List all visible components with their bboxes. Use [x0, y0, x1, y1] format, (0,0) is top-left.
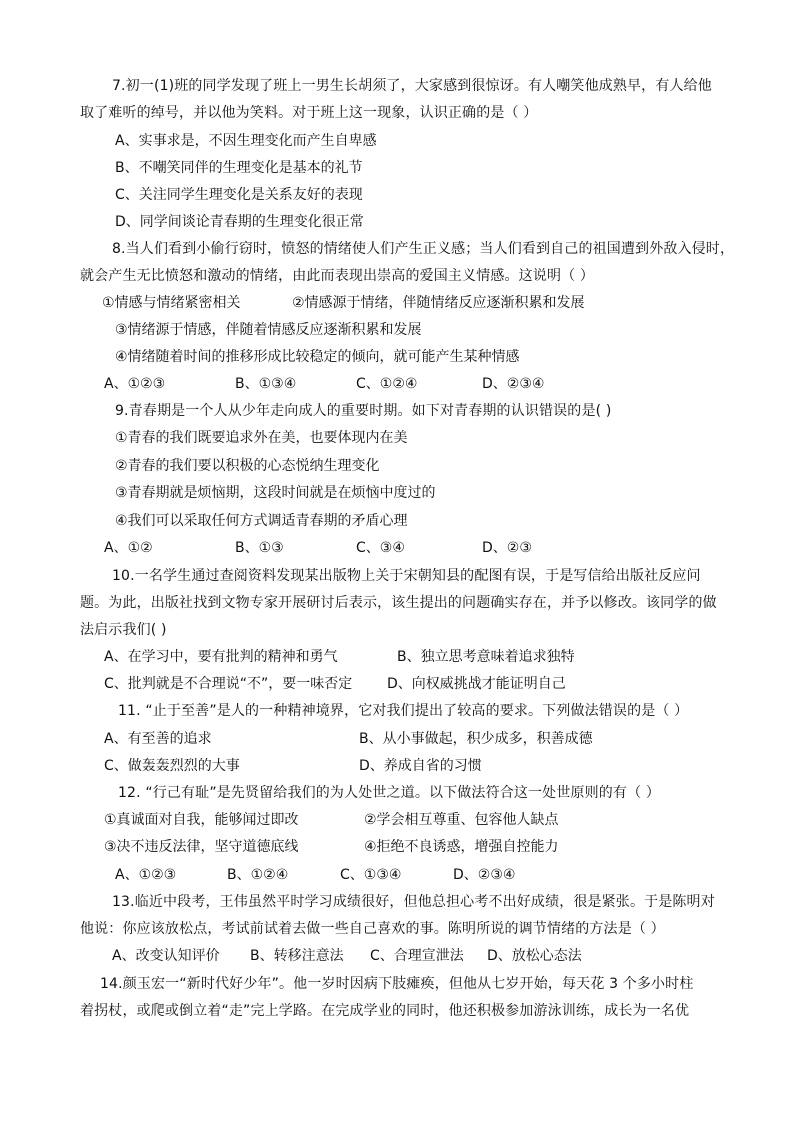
q13-option-b: B、转移注意法	[250, 948, 344, 964]
q12-item-1: ①真诚面对自我，能够闻过即改	[104, 812, 299, 828]
q11-option-d: D、养成自省的习惯	[359, 758, 482, 774]
q8-item-2: ②情感源于情绪，伴随情绪反应逐渐积累和发展	[292, 295, 585, 311]
q8-stem-line2: 就会产生无比愤怒和激动的情绪，由此而表现出崇高的爱国主义情感。这说明（ ）	[80, 268, 594, 284]
q7-stem-line2: 取了难听的绰号，并以他为笑料。对于班上这一现象，认识正确的是（ ）	[80, 105, 538, 121]
q11-option-b: B、从小事做起，积少成多，积善成德	[359, 731, 593, 747]
q10-option-b: B、独立思考意味着追求独特	[397, 649, 575, 665]
q7-option-d: D、同学间谈论青春期的生理变化很正常	[115, 214, 364, 230]
q9-item-2: ②青春的我们要以积极的心态悦纳生理变化	[115, 458, 380, 474]
q14-stem-line2: 着拐杖，或爬或倒立着“走”完上学路。在完成学业的同时，他还积极参加游泳训练，成长为一名优	[80, 1003, 690, 1019]
q13-option-c: C、合理宣泄法	[370, 948, 464, 964]
q8-item-3: ③情绪源于情感，伴随着情感反应逐渐积累和发展	[115, 322, 422, 338]
q7-stem-line1: 7.初一(1)班的同学发现了班上一男生长胡须了，大家感到很惊讶。有人嘲笑他成熟早，有人给他	[112, 78, 712, 94]
q9-option-a: A、①②	[104, 540, 153, 556]
q8-option-d: D、②③④	[482, 376, 545, 392]
q10-stem-line1: 10.一名学生通过查阅资料发现某出版物上关于宋朝知县的配图有误，于是写信给出版社反应问	[112, 568, 701, 584]
q7-option-c: C、关注同学生理变化是关系友好的表现	[115, 187, 363, 203]
q8-stem-line1: 8.当人们看到小偷行窃时，愤怒的情绪使人们产生正义感；当人们看到自己的祖国遭到外敌入侵时，	[112, 241, 735, 257]
q9-stem-line1: 9.青春期是一个人从少年走向成人的重要时期。如下对青春期的认识错误的是( )	[115, 403, 612, 419]
q10-stem-line3: 法启示我们( )	[80, 622, 167, 638]
q9-item-4: ④我们可以采取任何方式调适青春期的矛盾心理	[115, 513, 408, 529]
q11-option-a: A、有至善的追求	[104, 731, 212, 747]
q13-option-a: A、改变认知评价	[112, 948, 220, 964]
q13-option-d: D、放松心态法	[487, 948, 582, 964]
q8-option-b: B、①③④	[235, 376, 297, 392]
q9-item-3: ③青春期就是烦恼期，这段时间就是在烦恼中度过的	[115, 485, 436, 501]
q10-stem-line2: 题。为此，出版社找到文物专家开展研讨后表示，该生提出的问题确实存在，并予以修改。该同学的做	[80, 595, 717, 611]
q14-stem-line1: 14.颜玉宏一“新时代好少年”。他一岁时因病下肢瘫痪，但他从七岁开始，每天花 3 个多小时柱	[100, 976, 694, 992]
q8-option-c: C、①②④	[356, 376, 418, 392]
q9-option-d: D、②③	[482, 540, 532, 556]
q13-stem-line1: 13.临近中段考，王伟虽然平时学习成绩很好，但他总担心考不出好成绩，很是紧张。于是陈明对	[112, 894, 715, 910]
q12-stem-line1: 12. “行己有耻”是先贤留给我们的为人处世之道。以下做法符合这一处世原则的有（ ）	[118, 785, 660, 801]
q11-option-c: C、做轰轰烈烈的大事	[104, 758, 240, 774]
q12-item-2: ②学会相互尊重、包容他人缺点	[364, 812, 559, 828]
q7-option-b: B、不嘲笑同伴的生理变化是基本的礼节	[115, 160, 363, 176]
q9-item-1: ①青春的我们既要追求外在美，也要体现内在美	[115, 430, 408, 446]
q12-option-b: B、①②④	[227, 867, 289, 883]
q12-item-3: ③决不违反法律，坚守道德底线	[104, 839, 299, 855]
q10-option-a: A、在学习中，要有批判的精神和勇气	[104, 649, 338, 665]
q8-option-a: A、①②③	[104, 376, 166, 392]
q7-option-a: A、实事求是，不因生理变化而产生自卑感	[115, 133, 377, 149]
q10-option-d: D、向权威挑战才能证明自己	[387, 676, 566, 692]
q12-option-a: A、①②③	[115, 867, 177, 883]
q12-option-c: C、①③④	[340, 867, 402, 883]
q12-option-d: D、②③④	[453, 867, 516, 883]
q11-stem-line1: 11. “止于至善”是人的一种精神境界，它对我们提出了较高的要求。下列做法错误的是（ ）	[118, 703, 689, 719]
q12-item-4: ④拒绝不良诱惑，增强自控能力	[364, 839, 559, 855]
q9-option-b: B、①③	[235, 540, 284, 556]
q8-item-4: ④情绪随着时间的推移形成比较稳定的倾向，就可能产生某种情感	[115, 349, 520, 365]
q10-option-c: C、批判就是不合理说“不”，要一味否定	[104, 676, 353, 692]
q13-stem-line2: 他说：你应该放松点，考试前试着去做一些自己喜欢的事。陈明所说的调节情绪的方法是（ ）	[80, 921, 665, 937]
q9-option-c: C、③④	[356, 540, 405, 556]
q8-item-1: ①情感与情绪紧密相关	[102, 295, 241, 311]
